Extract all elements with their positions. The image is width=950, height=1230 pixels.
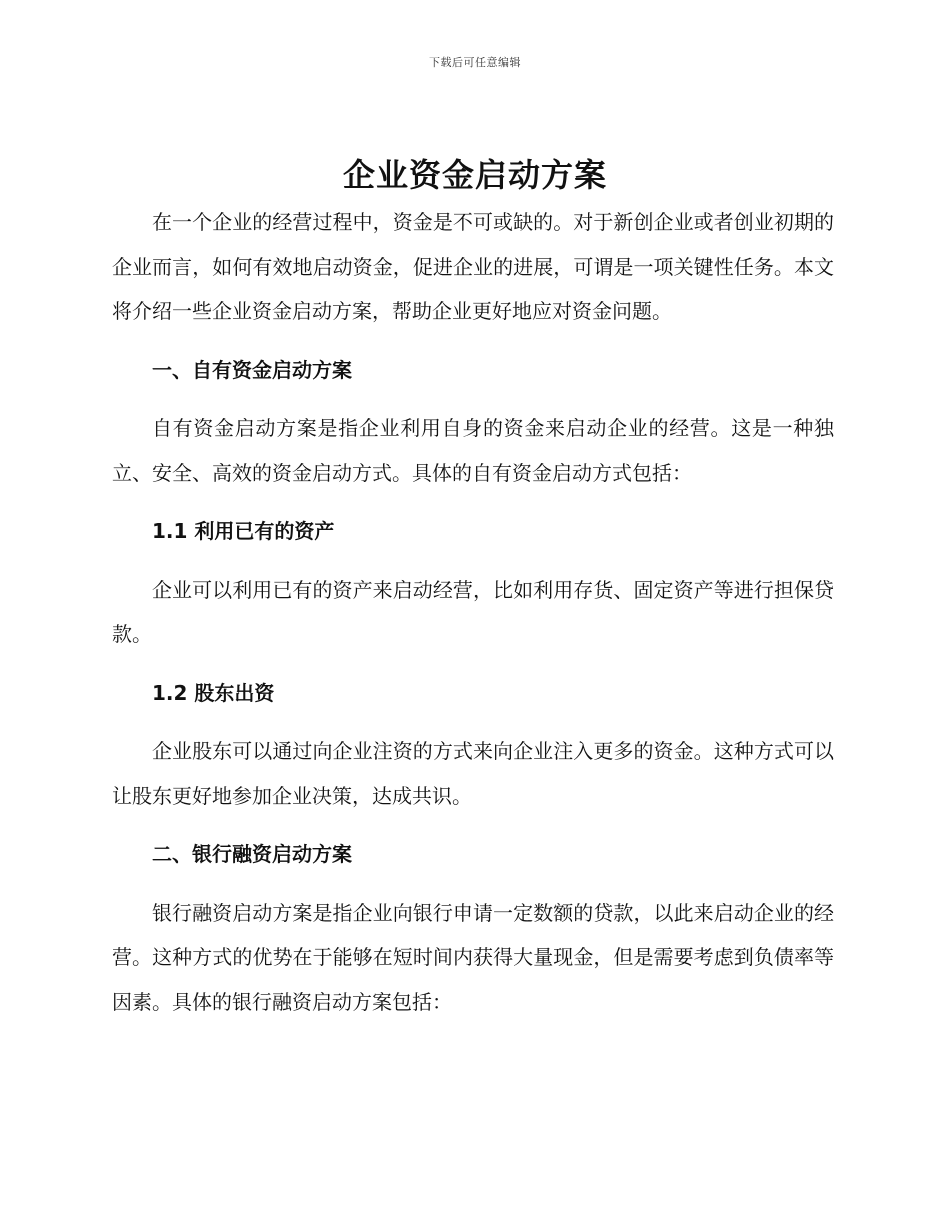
section-1-heading: 一、自有资金启动方案 [152, 357, 352, 382]
section-2-paragraph: 银行融资启动方案是指企业向银行申请一定数额的贷款，以此来启动企业的经营。这种方式的优势在于能够在短时间内获得大量现金，但是需要考虑到负债率等因素。具体的银行融资启动方案包括： [112, 900, 834, 1014]
page-header-note: 下载后可任意编辑 [429, 56, 521, 69]
subsection-1-2-paragraph: 企业股东可以通过向企业注资的方式来向企业注入更多的资金。这种方式可以让股东更好地参加企业决策，达成共识。 [112, 739, 834, 808]
subsection-1-2-heading: 1.2 股东出资 [152, 680, 275, 705]
intro-paragraph: 在一个企业的经营过程中，资金是不可或缺的。对于新创企业或者创业初期的企业而言，如何有效地启动资金，促进企业的进展，可谓是一项关键性任务。本文将介绍一些企业资金启动方案，帮助企业更好地应对资金问题。 [112, 210, 834, 323]
document-body [112, 200, 834, 1038]
section-2-heading: 二、银行融资启动方案 [152, 842, 352, 866]
section-1-paragraph: 自有资金启动方案是指企业利用自身的资金来启动企业的经营。这是一种独立、安全、高效的资金启动方式。具体的自有资金启动方式包括： [112, 416, 834, 485]
subsection-1-1-heading: 1.1 利用已有的资产 [152, 519, 335, 543]
document-title: 企业资金启动方案 [342, 156, 607, 194]
subsection-1-1-paragraph: 企业可以利用已有的资产来启动经营，比如利用存货、固定资产等进行担保贷款。 [112, 577, 834, 646]
